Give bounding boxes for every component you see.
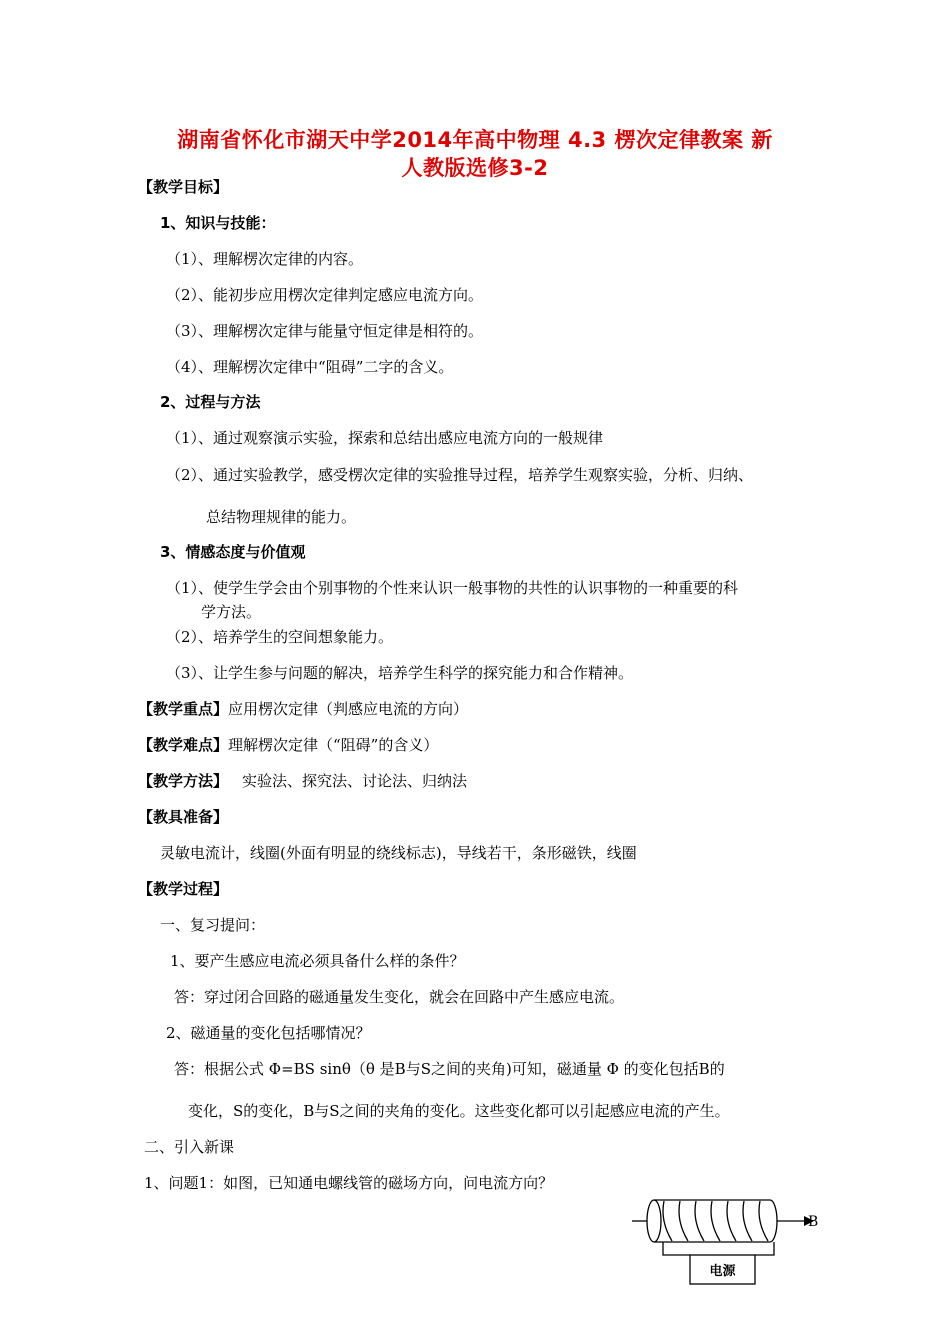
answer-2-line1: 答：根据公式 Φ=BS sinθ（θ 是B与S之间的夹角)可知，磁通量 Φ 的变化包括B的 bbox=[174, 1060, 725, 1078]
review-heading: 一、复习提问： bbox=[160, 916, 266, 934]
teaching-method-text: 实验法、探究法、讨论法、归纳法 bbox=[242, 772, 468, 790]
question-1: 1、要产生感应电流必须具备什么样的条件？ bbox=[170, 952, 465, 970]
difficult-point bbox=[138, 735, 438, 755]
question-2: 2、磁通量的变化包括哪情况？ bbox=[166, 1024, 371, 1042]
tools-heading: 【教具准备】 bbox=[138, 808, 229, 826]
skills-heading: 1、知识与技能： bbox=[160, 214, 276, 232]
power-source-label: 电源 bbox=[709, 1264, 736, 1279]
page-title-line2: 人教版选修3-2 bbox=[401, 156, 549, 180]
values-item: （2）、培养学生的空间想象能力。 bbox=[166, 628, 394, 646]
teaching-method-label: 【教学方法】 bbox=[138, 772, 229, 790]
solenoid-body bbox=[654, 1200, 777, 1242]
skills-item: （2）、能初步应用楞次定律判定感应电流方向。 bbox=[166, 286, 484, 304]
process-method-item: 总结物理规律的能力。 bbox=[206, 508, 357, 526]
values-item: （1）、使学生学会由个别事物的个性来认识一般事物的共性的认识事物的一种重要的科 bbox=[166, 579, 739, 597]
difficult-point-text: 理解楞次定律（“阻碍”的含义） bbox=[228, 736, 439, 754]
key-point-label: 【教学重点】 bbox=[138, 700, 229, 718]
process-method-heading: 2、过程与方法 bbox=[160, 393, 261, 411]
solenoid-end bbox=[647, 1200, 661, 1242]
difficult-point-label: 【教学难点】 bbox=[138, 736, 229, 754]
skills-item: （1）、理解楞次定律的内容。 bbox=[166, 250, 364, 268]
solenoid-diagram bbox=[630, 1195, 820, 1295]
field-label: B bbox=[808, 1214, 819, 1230]
process-heading: 【教学过程】 bbox=[138, 880, 229, 898]
values-item: （3）、让学生参与问题的解决，培养学生科学的探究能力和合作精神。 bbox=[166, 664, 634, 682]
key-point-text: 应用楞次定律（判感应电流的方向） bbox=[228, 700, 469, 718]
goals-heading: 【教学目标】 bbox=[138, 178, 229, 196]
wire-right bbox=[755, 1242, 774, 1255]
values-heading: 3、情感态度与价值观 bbox=[160, 543, 306, 561]
page-title-line1: 湖南省怀化市湖天中学2014年高中物理 4.3 楞次定律教案 新 bbox=[177, 128, 773, 152]
new-lesson-heading: 二、引入新课 bbox=[144, 1138, 235, 1156]
process-method-item: （2）、通过实验教学，感受楞次定律的实验推导过程，培养学生观察实验，分析、归纳、 bbox=[166, 466, 754, 484]
answer-2-line2: 变化，S的变化，B与S之间的夹角的变化。这些变化都可以引起感应电流的产生。 bbox=[188, 1102, 730, 1120]
process-method-item: （1）、通过观察演示实验，探索和总结出感应电流方向的一般规律 bbox=[166, 429, 604, 447]
problem-1: 1、问题1：如图，已知通电螺线管的磁场方向，问电流方向？ bbox=[144, 1174, 554, 1192]
wire-left bbox=[663, 1242, 690, 1255]
teaching-method bbox=[138, 771, 467, 791]
answer-1: 答：穿过闭合回路的磁通量发生变化，就会在回路中产生感应电流。 bbox=[174, 988, 625, 1006]
coil-windings bbox=[663, 1201, 768, 1241]
key-point bbox=[138, 699, 468, 719]
values-item: 学方法。 bbox=[201, 603, 262, 621]
skills-item: （3）、理解楞次定律与能量守恒定律是相符的。 bbox=[166, 322, 484, 340]
skills-item: （4）、理解楞次定律中“阻碍”二字的含义。 bbox=[166, 358, 454, 376]
tools-text: 灵敏电流计，线圈(外面有明显的绕线标志)，导线若干，条形磁铁，线圈 bbox=[160, 844, 637, 862]
